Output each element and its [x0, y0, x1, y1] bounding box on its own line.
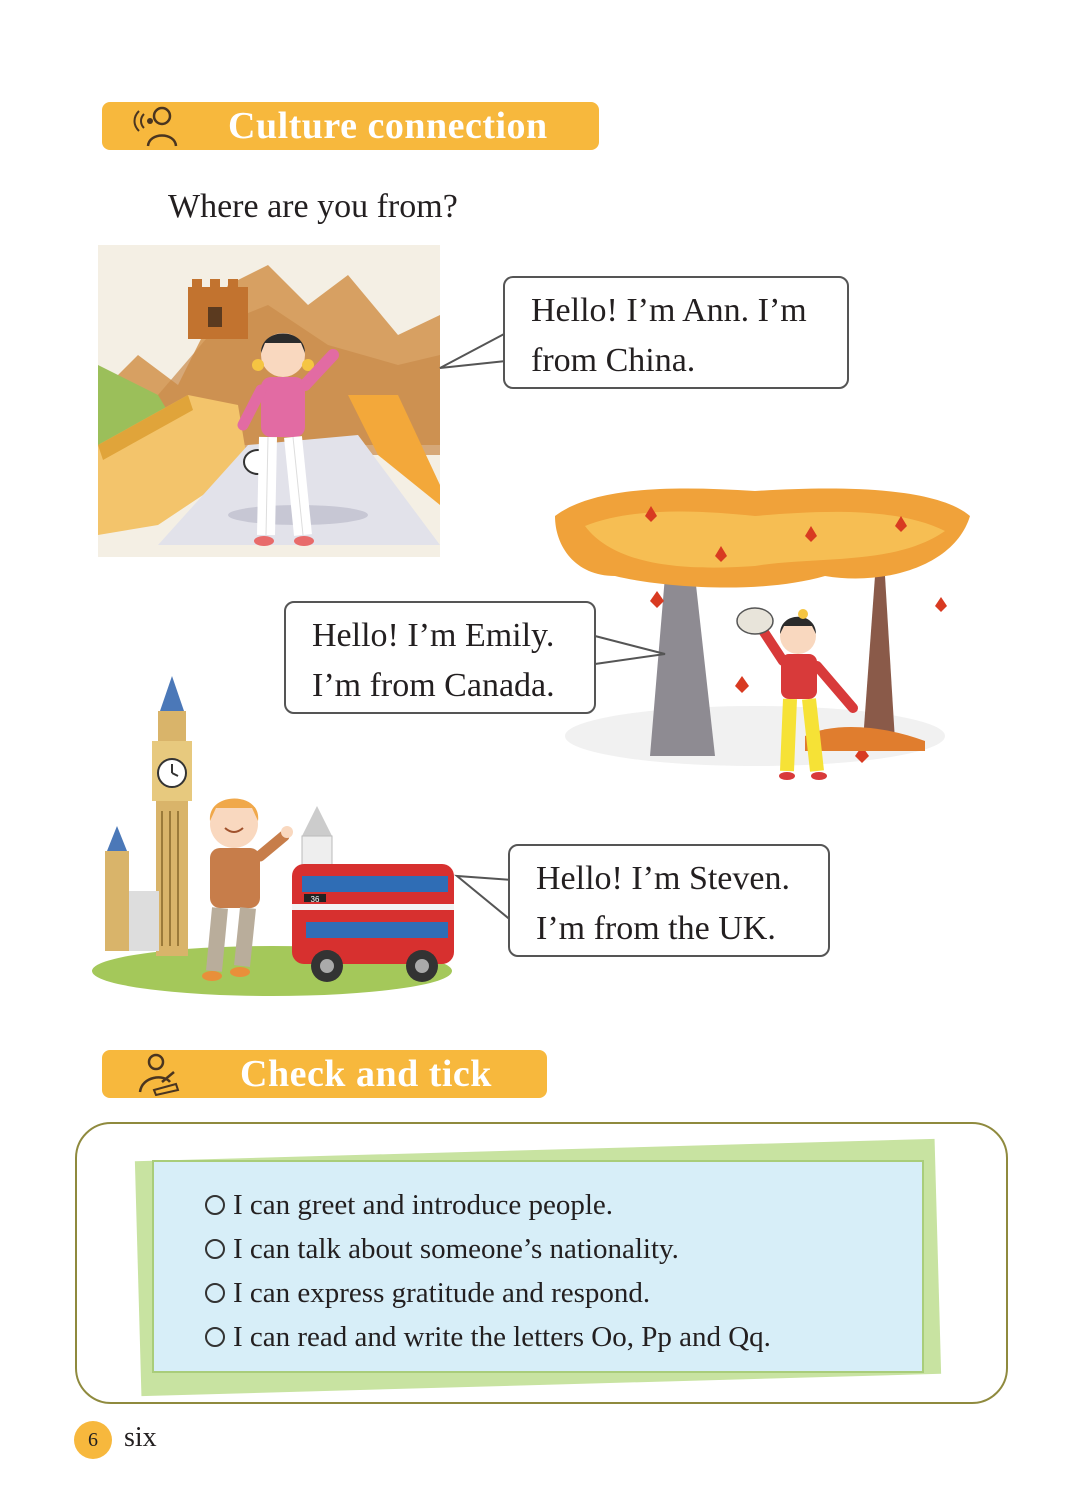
bus-route-number: 36: [310, 895, 320, 904]
checklist-item-text: I can read and write the letters Oo, Pp and Qq.: [233, 1320, 771, 1353]
speech-bubble-tail: [438, 325, 508, 370]
writing-person-icon: [132, 1052, 180, 1096]
bubble-line: Hello! I’m Steven.: [536, 860, 790, 897]
section-title: Culture connection: [228, 105, 548, 147]
great-wall-girl-illustration: [98, 245, 440, 557]
bubble-line: I’m from Canada.: [312, 667, 555, 704]
checklist-item: [205, 1183, 771, 1227]
question-prompt: Where are you from?: [168, 188, 458, 225]
culture-connection-header: [102, 102, 599, 150]
bubble-line: I’m from the UK.: [536, 910, 776, 947]
speech-bubble-steven: [508, 844, 830, 957]
bubble-line: Hello! I’m Emily.: [312, 617, 555, 654]
listening-person-icon: [132, 104, 180, 148]
speech-bubble-tail: [455, 872, 515, 927]
checklist-item: [205, 1315, 771, 1359]
big-ben-boy-bus-illustration: [92, 676, 460, 1001]
page-number-word: six: [124, 1422, 157, 1453]
check-and-tick-header: [102, 1050, 547, 1098]
speech-bubble-ann: [503, 276, 849, 389]
tick-circle[interactable]: [205, 1327, 225, 1347]
tick-circle[interactable]: [205, 1239, 225, 1259]
checklist-item: [205, 1227, 771, 1271]
bubble-line: Hello! I’m Ann. I’m: [531, 292, 807, 329]
checklist: [205, 1183, 771, 1359]
bubble-line: from China.: [531, 342, 696, 379]
checklist-item-text: I can greet and introduce people.: [233, 1188, 614, 1221]
checklist-item: [205, 1271, 771, 1315]
speech-bubble-tail: [593, 632, 668, 672]
section-title: Check and tick: [240, 1053, 492, 1095]
page-number: 6: [74, 1421, 112, 1459]
checklist-item-text: I can talk about someone’s nationality.: [233, 1232, 679, 1265]
tick-circle[interactable]: [205, 1195, 225, 1215]
tick-circle[interactable]: [205, 1283, 225, 1303]
checklist-item-text: I can express gratitude and respond.: [233, 1276, 651, 1309]
